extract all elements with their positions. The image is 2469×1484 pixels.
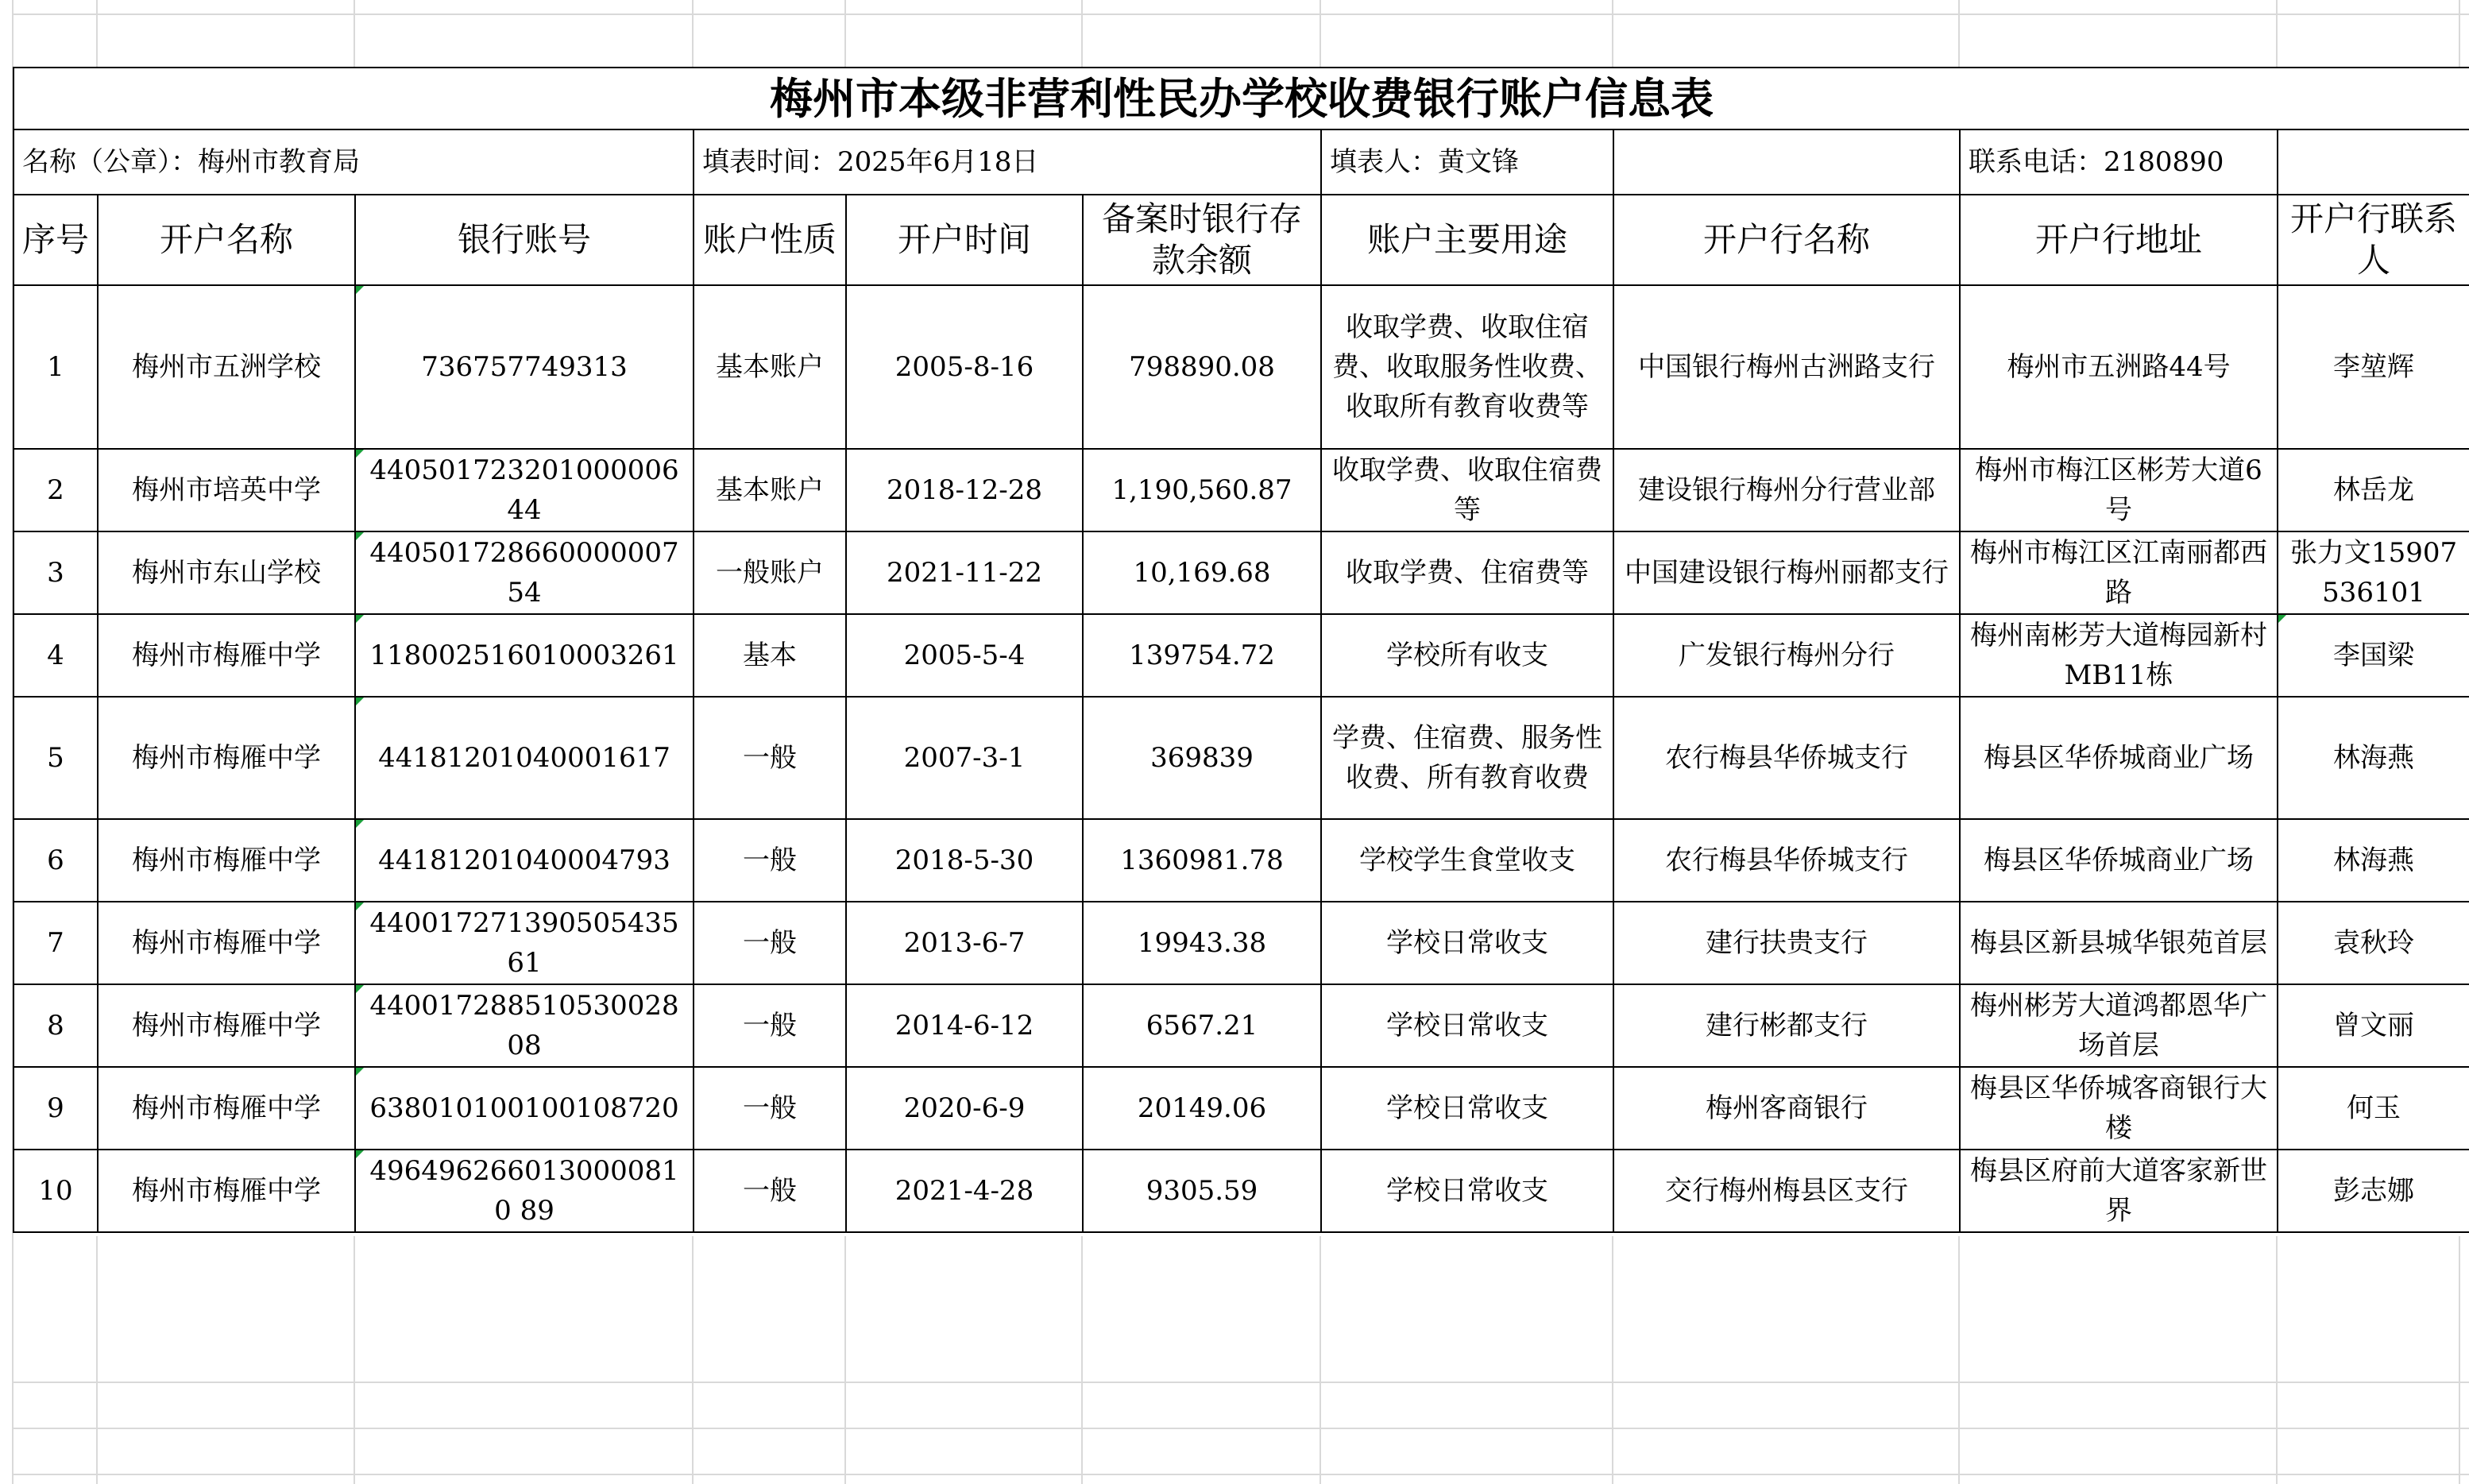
header-open-date: 开户时间 (846, 195, 1083, 285)
cell-bank-account: 44181201040001617 (355, 697, 694, 819)
cell-usage: 收取学费、收取住宿费等 (1321, 449, 1613, 531)
cell-seq: 9 (14, 1067, 98, 1150)
cell-bank-name: 建设银行梅州分行营业部 (1613, 449, 1960, 531)
blank-info-cell-2 (2278, 129, 2469, 195)
cell-usage: 学校所有收支 (1321, 614, 1613, 697)
header-bank-name: 开户行名称 (1613, 195, 1960, 285)
cell-open-date: 2007-3-1 (846, 697, 1083, 819)
cell-bank-account: 44181201040004793 (355, 819, 694, 902)
header-account-name: 开户名称 (98, 195, 355, 285)
header-seq: 序号 (14, 195, 98, 285)
cell-open-date: 2005-5-4 (846, 614, 1083, 697)
cell-bank-account: 44050172320100000644 (355, 449, 694, 531)
cell-bank-name: 农行梅县华侨城支行 (1613, 819, 1960, 902)
cell-account-type: 基本账户 (694, 449, 846, 531)
cell-balance: 798890.08 (1083, 285, 1321, 449)
table-row (14, 449, 2469, 531)
cell-bank-account: 118002516010003261 (355, 614, 694, 697)
cell-balance: 369839 (1083, 697, 1321, 819)
cell-account-type: 一般 (694, 1067, 846, 1150)
cell-bank-address: 梅县区华侨城商业广场 (1960, 819, 2278, 902)
cell-bank-contact: 曾文丽 (2278, 984, 2469, 1067)
cell-open-date: 2013-6-7 (846, 902, 1083, 984)
cell-account-name: 梅州市梅雁中学 (98, 902, 355, 984)
blank-info-cell (1613, 129, 1960, 195)
cell-balance: 6567.21 (1083, 984, 1321, 1067)
table-row (14, 285, 2469, 449)
cell-bank-name: 建行彬都支行 (1613, 984, 1960, 1067)
cell-account-name: 梅州市梅雁中学 (98, 819, 355, 902)
cell-open-date: 2018-5-30 (846, 819, 1083, 902)
cell-open-date: 2005-8-16 (846, 285, 1083, 449)
cell-usage: 学校日常收支 (1321, 1067, 1613, 1150)
cell-bank-name: 中国建设银行梅州丽都支行 (1613, 531, 1960, 614)
cell-account-name: 梅州市梅雁中学 (98, 1067, 355, 1150)
cell-usage: 收取学费、住宿费等 (1321, 531, 1613, 614)
cell-bank-address: 梅县区华侨城商业广场 (1960, 697, 2278, 819)
cell-balance: 10,169.68 (1083, 531, 1321, 614)
cell-bank-address: 梅州彬芳大道鸿都恩华广场首层 (1960, 984, 2278, 1067)
cell-seq: 5 (14, 697, 98, 819)
cell-seq: 8 (14, 984, 98, 1067)
cell-bank-account: 44050172866000000754 (355, 531, 694, 614)
cell-usage: 学校日常收支 (1321, 984, 1613, 1067)
cell-seq: 7 (14, 902, 98, 984)
table-row (14, 614, 2469, 697)
cell-open-date: 2020-6-9 (846, 1067, 1083, 1150)
cell-account-type: 一般 (694, 697, 846, 819)
cell-bank-address: 梅州市梅江区彬芳大道6号 (1960, 449, 2278, 531)
cell-seq: 3 (14, 531, 98, 614)
cell-account-type: 一般 (694, 984, 846, 1067)
table-row (14, 531, 2469, 614)
cell-balance: 139754.72 (1083, 614, 1321, 697)
table-row (14, 819, 2469, 902)
cell-bank-contact: 李堃辉 (2278, 285, 2469, 449)
cell-bank-contact: 林岳龙 (2278, 449, 2469, 531)
cell-bank-contact: 彭志娜 (2278, 1150, 2469, 1232)
cell-bank-account: 44001728851053002808 (355, 984, 694, 1067)
cell-bank-name: 中国银行梅州古洲路支行 (1613, 285, 1960, 449)
sheet-title: 梅州市本级非营利性民办学校收费银行账户信息表 (14, 68, 2469, 129)
filler-cell: 填表人：黄文锋 (1321, 129, 1613, 195)
cell-usage: 学校学生食堂收支 (1321, 819, 1613, 902)
cell-bank-contact: 李国梁 (2278, 614, 2469, 697)
cell-bank-name: 梅州客商银行 (1613, 1067, 1960, 1150)
cell-balance: 9305.59 (1083, 1150, 1321, 1232)
cell-bank-address: 梅县区新县城华银苑首层 (1960, 902, 2278, 984)
cell-seq: 4 (14, 614, 98, 697)
phone-cell: 联系电话：2180890 (1960, 129, 2278, 195)
cell-account-name: 梅州市梅雁中学 (98, 1150, 355, 1232)
cell-bank-contact: 袁秋玲 (2278, 902, 2469, 984)
cell-usage: 学校日常收支 (1321, 1150, 1613, 1232)
cell-bank-address: 梅州市梅江区江南丽都西路 (1960, 531, 2278, 614)
cell-balance: 1,190,560.87 (1083, 449, 1321, 531)
cell-bank-account: 4964962660130000810 89 (355, 1150, 694, 1232)
cell-bank-contact: 林海燕 (2278, 697, 2469, 819)
cell-account-name: 梅州市东山学校 (98, 531, 355, 614)
cell-bank-contact: 林海燕 (2278, 819, 2469, 902)
cell-account-name: 梅州市梅雁中学 (98, 984, 355, 1067)
cell-usage: 学校日常收支 (1321, 902, 1613, 984)
cell-account-type: 一般 (694, 1150, 846, 1232)
cell-account-type: 一般 (694, 902, 846, 984)
table-row (14, 984, 2469, 1067)
cell-usage: 学费、住宿费、服务性收费、所有教育收费 (1321, 697, 1613, 819)
cell-balance: 20149.06 (1083, 1067, 1321, 1150)
organization-name-cell: 名称（公章）：梅州市教育局 (14, 129, 694, 195)
cell-bank-account: 638010100100108720 (355, 1067, 694, 1150)
fill-date-cell: 填表时间：2025年6月18日 (694, 129, 1321, 195)
cell-bank-name: 农行梅县华侨城支行 (1613, 697, 1960, 819)
cell-seq: 2 (14, 449, 98, 531)
cell-bank-name: 广发银行梅州分行 (1613, 614, 1960, 697)
cell-seq: 10 (14, 1150, 98, 1232)
header-account-type: 账户性质 (694, 195, 846, 285)
cell-bank-account: 736757749313 (355, 285, 694, 449)
header-bank-account: 银行账号 (355, 195, 694, 285)
cell-seq: 1 (14, 285, 98, 449)
cell-bank-contact: 何玉 (2278, 1067, 2469, 1150)
header-usage: 账户主要用途 (1321, 195, 1613, 285)
cell-balance: 1360981.78 (1083, 819, 1321, 902)
account-info-table (13, 67, 2469, 1233)
table-row (14, 697, 2469, 819)
header-balance: 备案时银行存款余额 (1083, 195, 1321, 285)
cell-bank-account: 44001727139050543561 (355, 902, 694, 984)
cell-open-date: 2021-11-22 (846, 531, 1083, 614)
cell-seq: 6 (14, 819, 98, 902)
table-row (14, 1150, 2469, 1232)
cell-open-date: 2014-6-12 (846, 984, 1083, 1067)
cell-open-date: 2018-12-28 (846, 449, 1083, 531)
table-row (14, 1067, 2469, 1150)
cell-balance: 19943.38 (1083, 902, 1321, 984)
cell-bank-address: 梅县区华侨城客商银行大楼 (1960, 1067, 2278, 1150)
cell-bank-address: 梅县区府前大道客家新世界 (1960, 1150, 2278, 1232)
cell-bank-name: 建行扶贵支行 (1613, 902, 1960, 984)
cell-bank-name: 交行梅州梅县区支行 (1613, 1150, 1960, 1232)
cell-bank-address: 梅州市五洲路44号 (1960, 285, 2278, 449)
cell-open-date: 2021-4-28 (846, 1150, 1083, 1232)
cell-account-name: 梅州市培英中学 (98, 449, 355, 531)
cell-account-name: 梅州市五洲学校 (98, 285, 355, 449)
cell-account-type: 一般 (694, 819, 846, 902)
cell-account-type: 基本账户 (694, 285, 846, 449)
table-row (14, 902, 2469, 984)
cell-bank-contact: 张力文15907536101 (2278, 531, 2469, 614)
cell-usage: 收取学费、收取住宿费、收取服务性收费、收取所有教育收费等 (1321, 285, 1613, 449)
cell-account-name: 梅州市梅雁中学 (98, 697, 355, 819)
cell-account-type: 一般账户 (694, 531, 846, 614)
header-bank-contact: 开户行联系人 (2278, 195, 2469, 285)
cell-account-name: 梅州市梅雁中学 (98, 614, 355, 697)
cell-bank-address: 梅州南彬芳大道梅园新村MB11栋 (1960, 614, 2278, 697)
header-bank-address: 开户行地址 (1960, 195, 2278, 285)
cell-account-type: 基本 (694, 614, 846, 697)
